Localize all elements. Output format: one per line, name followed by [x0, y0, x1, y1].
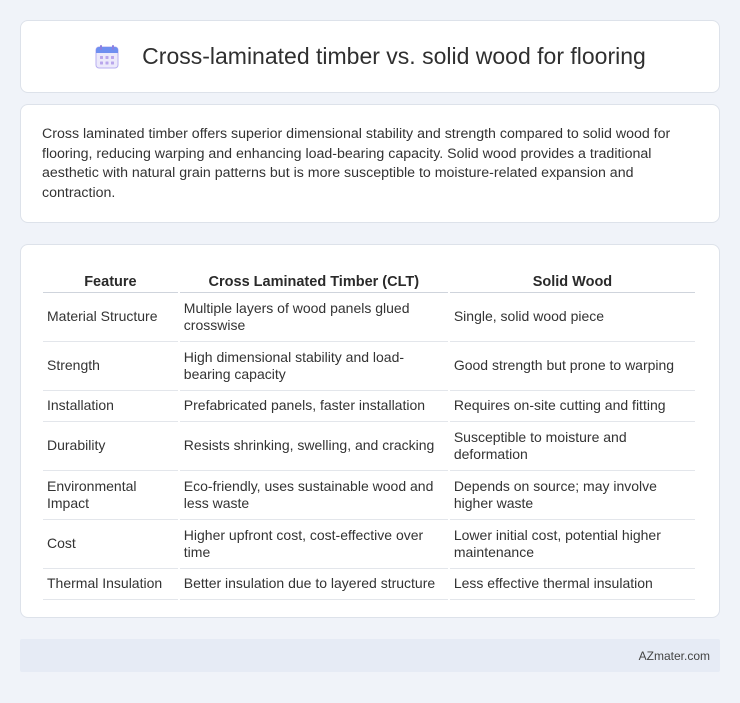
feature-cell: Installation	[43, 391, 178, 422]
page-title: Cross-laminated timber vs. solid wood for flooring	[142, 43, 646, 69]
column-header-solid-wood: Solid Wood	[450, 265, 695, 293]
solid-wood-cell: Less effective thermal insulation	[450, 569, 695, 600]
feature-cell: Cost	[43, 520, 178, 569]
footer-bar	[20, 639, 720, 672]
solid-wood-cell: Good strength but prone to warping	[450, 342, 695, 391]
feature-cell: Strength	[43, 342, 178, 391]
table-row	[43, 520, 695, 569]
column-header-clt: Cross Laminated Timber (CLT)	[180, 265, 448, 293]
table-row	[43, 293, 695, 342]
comparison-table	[41, 265, 697, 600]
clt-cell: Prefabricated panels, faster installation	[180, 391, 448, 422]
comparison-table-card	[20, 244, 720, 618]
clt-cell: Better insulation due to layered structure	[180, 569, 448, 600]
footer-site-label: AZmater.com	[638, 648, 710, 663]
clt-cell: Resists shrinking, swelling, and cracking	[180, 422, 448, 471]
clt-cell: Higher upfront cost, cost-effective over time	[180, 520, 448, 569]
table-row	[43, 569, 695, 600]
table-row	[43, 422, 695, 471]
solid-wood-cell: Requires on-site cutting and fitting	[450, 391, 695, 422]
title-card	[20, 20, 720, 93]
table-row	[43, 342, 695, 391]
feature-cell: Durability	[43, 422, 178, 471]
feature-cell: Thermal Insulation	[43, 569, 178, 600]
clt-cell: Eco-friendly, uses sustainable wood and less waste	[180, 471, 448, 520]
solid-wood-cell: Lower initial cost, potential higher maintenance	[450, 520, 695, 569]
feature-cell: Material Structure	[43, 293, 178, 342]
column-header-feature: Feature	[43, 265, 178, 293]
calendar-icon	[94, 44, 120, 70]
table-row	[43, 471, 695, 520]
table-header-row	[43, 265, 695, 293]
clt-cell: High dimensional stability and load-bearing capacity	[180, 342, 448, 391]
clt-cell: Multiple layers of wood panels glued crosswise	[180, 293, 448, 342]
feature-cell: Environmental Impact	[43, 471, 178, 520]
summary-text: Cross laminated timber offers superior dimensional stability and strength compared to solid wood for flooring, reducing warping and enhancing load-bearing capacity. Solid wood provides a traditional aesthetic with natural grain patterns but is more susceptible to moisture-related expansion and contraction.	[42, 126, 671, 201]
solid-wood-cell: Susceptible to moisture and deformation	[450, 422, 695, 471]
table-row	[43, 391, 695, 422]
solid-wood-cell: Single, solid wood piece	[450, 293, 695, 342]
solid-wood-cell: Depends on source; may involve higher waste	[450, 471, 695, 520]
summary-card	[20, 104, 720, 223]
